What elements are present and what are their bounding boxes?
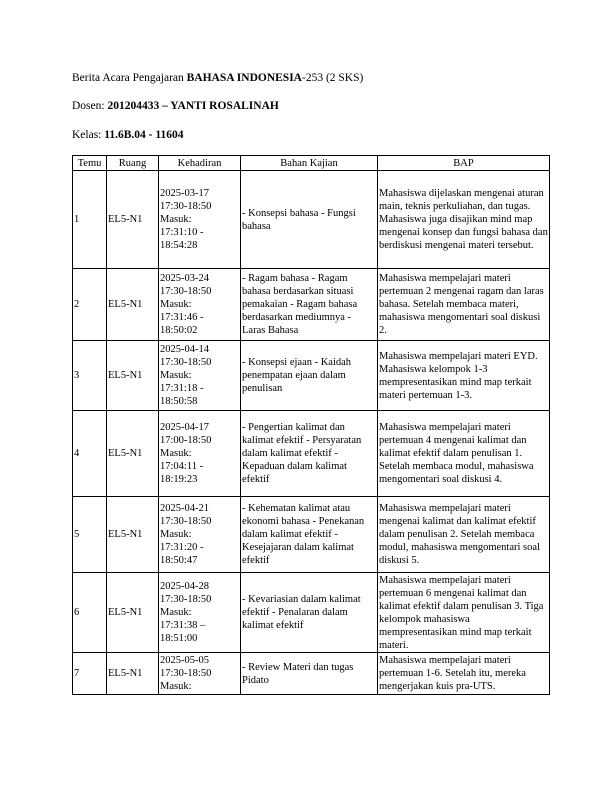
cell-temu: 7 [73,653,107,695]
cell-bap: Mahasiswa mempelajari materi pertemuan 2 mengenai ragam dan laras bahasa. Setelah membaca materi, mahasiswa mengomentari soal diskusi 2. [378,269,550,341]
kehadiran-masuk-label: Masuk: [160,529,192,540]
cell-kehadiran [159,171,241,269]
cell-ruang: EL5-N1 [107,171,159,269]
column-header-temu: Temu [73,156,107,171]
kehadiran-jam: 17:30-18:50 [160,286,212,297]
table-row [73,653,550,695]
kehadiran-tanggal: 2025-03-24 [160,273,209,284]
cell-kehadiran [159,497,241,573]
kehadiran-masuk-selesai: 18:50:02 [160,325,198,336]
table-row [73,497,550,573]
kehadiran-masuk-selesai: 18:54:28 [160,240,198,251]
kehadiran-masuk-label: Masuk: [160,214,192,225]
kehadiran-masuk-mulai: 17:31:46 - [160,312,204,323]
cell-bahan-kajian: - Review Materi dan tugas Pidato [241,653,378,695]
cell-ruang: EL5-N1 [107,411,159,497]
kehadiran-jam: 17:30-18:50 [160,668,212,679]
kehadiran-tanggal: 2025-04-28 [160,581,209,592]
kehadiran-tanggal: 2025-05-05 [160,655,209,666]
column-header-ruang: Ruang [107,156,159,171]
cell-bap: Mahasiswa mempelajari materi pertemuan 6 mengenai kalimat dan kalimat efektif dalam penulisan 3. Tiga kelompok mahasiswa mempresentasikan mind map terkait materi. [378,573,550,653]
kehadiran-tanggal: 2025-03-17 [160,188,209,199]
table-row [73,269,550,341]
cell-temu: 4 [73,411,107,497]
cell-kehadiran [159,411,241,497]
column-header-bap: BAP [378,156,550,171]
kehadiran-jam: 17:30-18:50 [160,516,212,527]
cell-temu: 2 [73,269,107,341]
kehadiran-masuk-mulai: 17:04:11 - [160,461,204,472]
cell-bap: Mahasiswa mempelajari materi mengenai kalimat dan kalimat efektif dalam penulisan 2. Setelah membaca modul, mahasiswa mengomentari soal diskusi 5. [378,497,550,573]
kehadiran-masuk-label: Masuk: [160,299,192,310]
cell-temu: 3 [73,341,107,411]
kehadiran-masuk-label: Masuk: [160,681,192,692]
cell-bap: Mahasiswa dijelaskan mengenai aturan main, teknis perkuliahan, dan tugas. Mahasiswa juga disajikan mind map mengenai konsep dan fungsi bahasa dan berdiskusi mengenai materi tersebut. [378,171,550,269]
dosen-line [72,99,279,113]
cell-ruang: EL5-N1 [107,269,159,341]
course-name: BAHASA INDONESIA [186,72,302,84]
table-row [73,171,550,269]
cell-ruang: EL5-N1 [107,573,159,653]
kehadiran-masuk-mulai: 17:31:38 – [160,620,206,631]
kehadiran-jam: 17:30-18:50 [160,357,212,368]
cell-bahan-kajian: - Kevariasian dalam kalimat efektif - Penalaran dalam kalimat efektif [241,573,378,653]
table-row [73,411,550,497]
cell-ruang: EL5-N1 [107,341,159,411]
kehadiran-masuk-selesai: 18:51:00 [160,633,198,644]
cell-temu: 5 [73,497,107,573]
kehadiran-masuk-label: Masuk: [160,370,192,381]
table-row [73,573,550,653]
cell-bahan-kajian: - Konsepsi bahasa - Fungsi bahasa [241,171,378,269]
cell-bahan-kajian: - Ragam bahasa - Ragam bahasa berdasarkan situasi pemakaian - Ragam bahasa berdasarkan mediumnya - Laras Bahasa [241,269,378,341]
kehadiran-masuk-mulai: 17:31:20 - [160,542,204,553]
cell-temu: 1 [73,171,107,269]
cell-bap: Mahasiswa mempelajari materi pertemuan 4 mengenai kalimat dan kalimat efektif dalam penulisan 1. Setelah membaca modul, mahasiswa mengomentari soal diskusi 4. [378,411,550,497]
kehadiran-masuk-mulai: 17:31:10 - [160,227,204,238]
cell-ruang: EL5-N1 [107,497,159,573]
cell-kehadiran [159,653,241,695]
column-header-kehadiran: Kehadiran [159,156,241,171]
kehadiran-masuk-label: Masuk: [160,607,192,618]
cell-ruang: EL5-N1 [107,653,159,695]
kehadiran-jam: 17:00-18:50 [160,435,212,446]
cell-bahan-kajian: - Konsepsi ejaan - Kaidah penempatan ejaan dalam penulisan [241,341,378,411]
table-header-row [73,156,550,171]
kehadiran-masuk-selesai: 18:19:23 [160,474,198,485]
cell-bahan-kajian: - Pengertian kalimat dan kalimat efektif - Persyaratan dalam kalimat efektif - Kepaduan dalam kalimat efektif [241,411,378,497]
kelas-label: Kelas: [72,129,105,141]
kelas-line [72,128,184,142]
cell-kehadiran [159,573,241,653]
kehadiran-tanggal: 2025-04-17 [160,422,209,433]
cell-bahan-kajian: - Kehematan kalimat atau ekonomi bahasa - Penekanan dalam kalimat efektif - Kesejajaran dalam kalimat efektif [241,497,378,573]
cell-temu: 6 [73,573,107,653]
course-suffix: -253 (2 SKS) [301,72,364,84]
kelas-value: 11.6B.04 - 11604 [104,129,184,141]
kehadiran-jam: 17:30-18:50 [160,594,212,605]
column-header-bahan-kajian: Bahan Kajian [241,156,378,171]
cell-kehadiran [159,341,241,411]
kehadiran-masuk-selesai: 18:50:47 [160,555,198,566]
kehadiran-masuk-mulai: 17:31:18 - [160,383,204,394]
document-title [72,71,363,85]
bap-table [72,155,550,695]
table-row [73,341,550,411]
dosen-label: Dosen: [72,100,108,112]
cell-kehadiran [159,269,241,341]
dosen-value: 201204433 – YANTI ROSALINAH [107,100,279,112]
kehadiran-masuk-label: Masuk: [160,448,192,459]
cell-bap: Mahasiswa mempelajari materi pertemuan 1-6. Setelah itu, mereka mengerjakan kuis pra-UTS. [378,653,550,695]
kehadiran-masuk-selesai: 18:50:58 [160,396,198,407]
kehadiran-tanggal: 2025-04-21 [160,503,209,514]
kehadiran-tanggal: 2025-04-14 [160,344,209,355]
kehadiran-jam: 17:30-18:50 [160,201,212,212]
title-prefix: Berita Acara Pengajaran [72,72,187,84]
cell-bap: Mahasiswa mempelajari materi EYD. Mahasiswa kelompok 1-3 mempresentasikan mind map terkait materi pertemuan 1-3. [378,341,550,411]
